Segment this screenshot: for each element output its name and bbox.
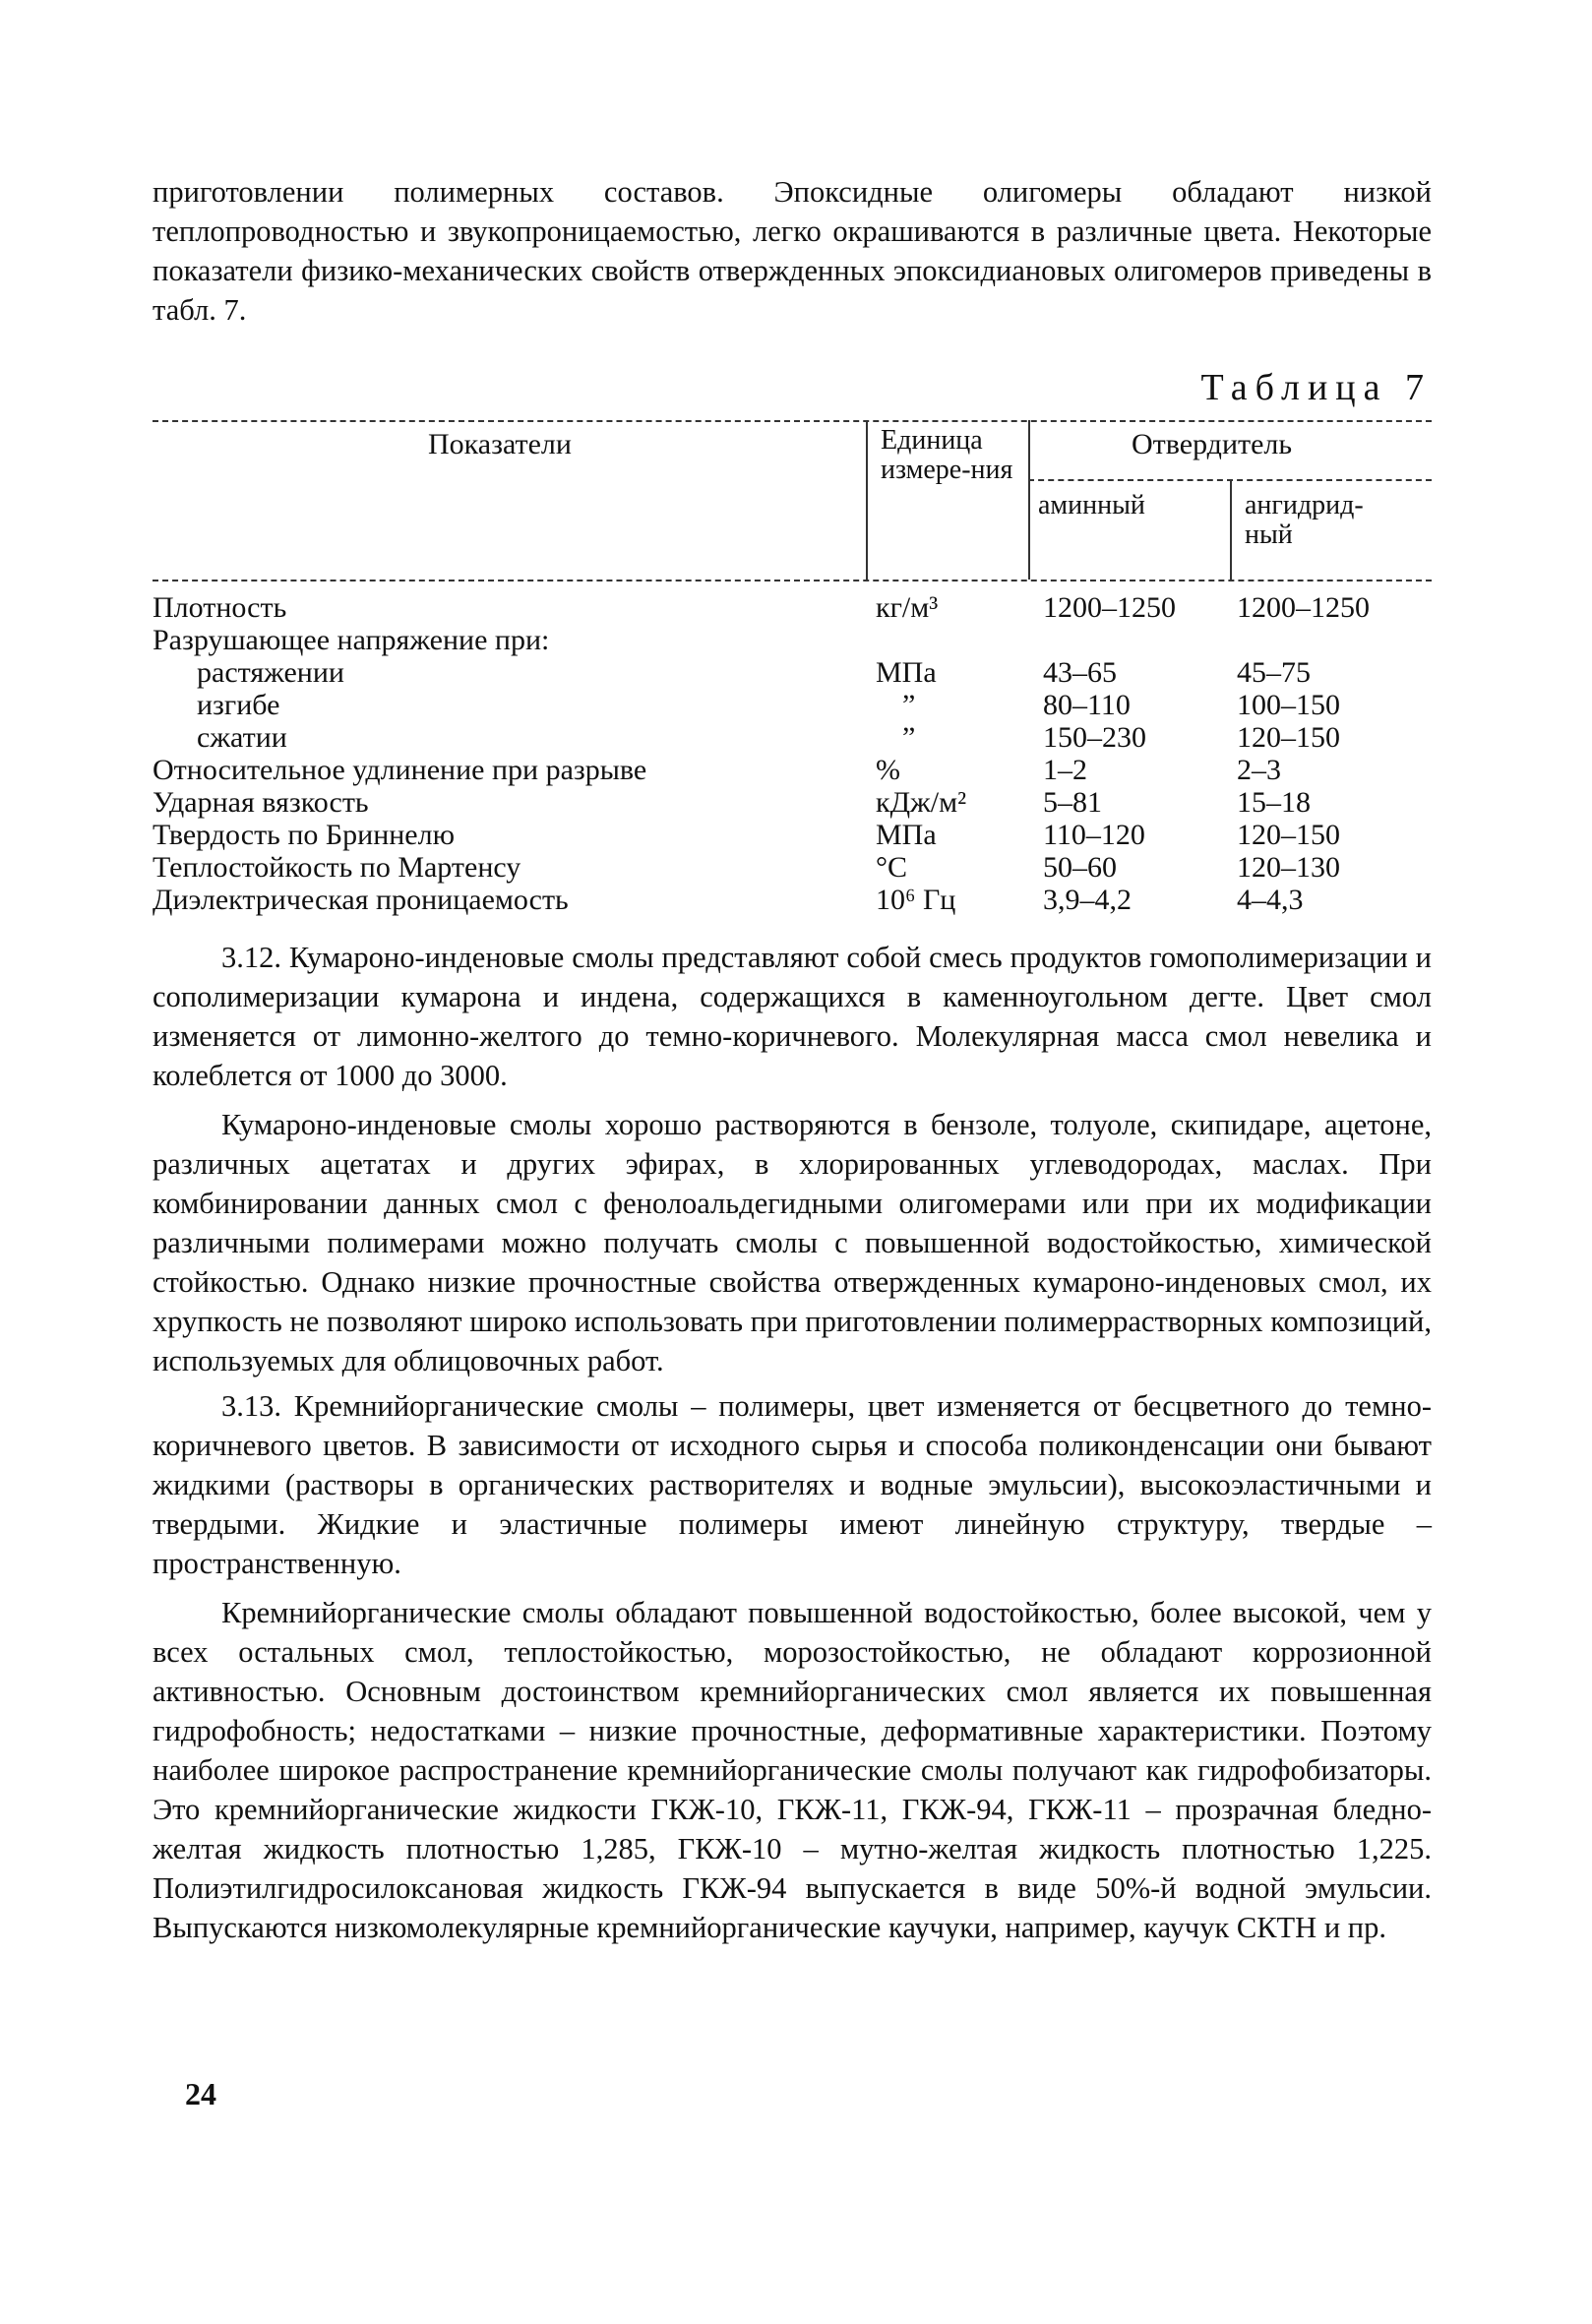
- row-name: растяжении: [197, 656, 344, 689]
- row-anhydride: 1200–1250: [1237, 591, 1370, 624]
- row-anhydride: 100–150: [1237, 689, 1340, 721]
- paragraph-3-13: 3.13. Кремнийорганические смолы – полимеры, цвет изменяется от бесцветного до темно-коричневого цветов. В зависимости от исходного сырья и способа поликонденсации они бывают жидкими (растворы в органических растворителях и водные эмульсии), высокоэластичными и твердыми. Жидкие и эластичные полимеры имеют линейную структуру, твердые – пространственную.: [153, 1389, 1432, 1580]
- paragraph-organosilicon-properties: Кремнийорганические смолы обладают повышенной водостойкостью, более высокой, чем у всех остальных смол, теплостойкостью, морозостойкостью, не обладают коррозионной активностью. Основным достоинством кремнийорганических смол является их повышенная гидрофобность; недостатками – низкие прочностные, деформативные характеристики. Поэтому наиболее широкое распространение кремнийорганические смолы получают как гидрофобизаторы. Это кремнийорганические жидкости ГКЖ-10, ГКЖ-11, ГКЖ-94, ГКЖ-11 – прозрачная бледно-желтая жидкость плотностью 1,285, ГКЖ-10 – мутно-желтая жидкость плотностью 1,225. Полиэтилгидросилоксановая жидкость ГКЖ-94 выпускается в виде 50%-й водной эмульсии. Выпускаются низкомолекулярные кремнийорганические каучуки, например, каучук СКТН и пр.: [153, 1596, 1432, 1944]
- row-amine: 5–81: [1043, 786, 1102, 819]
- header-hardener: Отвердитель: [1132, 428, 1293, 460]
- properties-table: [153, 416, 1432, 938]
- table-row: [153, 786, 1432, 819]
- row-amine: 80–110: [1043, 689, 1131, 721]
- header-indicators: Показатели: [428, 428, 572, 460]
- row-amine: 3,9–4,2: [1043, 884, 1132, 916]
- row-anhydride: 45–75: [1237, 656, 1311, 689]
- row-unit: ”: [902, 689, 916, 721]
- table-row: [153, 851, 1432, 884]
- row-unit: %: [876, 754, 900, 786]
- row-name: Разрушающее напряжение при:: [153, 624, 550, 656]
- row-unit: МПа: [876, 656, 937, 689]
- table-caption: Таблица 7: [1200, 367, 1432, 408]
- header-unit: Единица измере-ния: [881, 425, 1013, 485]
- table-row: [153, 884, 1432, 916]
- table-row: [153, 591, 1432, 624]
- row-unit: °С: [876, 851, 908, 884]
- page-body: [153, 172, 1432, 1947]
- table-body: [153, 591, 1432, 916]
- table-top-rule: [153, 420, 1432, 422]
- row-amine: 150–230: [1043, 721, 1146, 754]
- row-anhydride: 120–150: [1237, 721, 1340, 754]
- table-vrule-2: [1028, 420, 1030, 580]
- row-anhydride: 120–150: [1237, 819, 1340, 851]
- paragraph-coumarone-solubility: Кумароно-инденовые смолы хорошо растворяются в бензоле, толуоле, скипидаре, ацетоне, различных ацетатах и других эфирах, в хлорированных углеводородах, маслах. При комбинировании данных смол с фенолоальдегидными олигомерами или при их модификации различными полимерами можно получать смолы с повышенной водостойкостью, химической стойкостью. Однако низкие прочностные свойства отвержденных кумароно-инденовых смол, их хрупкость не позволяют широко использовать при приготовлении полимеррастворных композиций, используемых для облицовочных работ.: [153, 1108, 1432, 1377]
- row-amine: 110–120: [1043, 819, 1145, 851]
- row-name: Теплостойкость по Мартенсу: [153, 851, 521, 884]
- row-amine: 1200–1250: [1043, 591, 1176, 624]
- row-unit: МПа: [876, 819, 937, 851]
- row-anhydride: 15–18: [1237, 786, 1311, 819]
- header-amine: аминный: [1038, 490, 1145, 520]
- page-number: 24: [185, 2076, 216, 2111]
- table-row: [153, 689, 1432, 721]
- row-amine: 50–60: [1043, 851, 1117, 884]
- row-anhydride: 4–4,3: [1237, 884, 1304, 916]
- row-name: Относительное удлинение при разрыве: [153, 754, 647, 786]
- row-amine: 43–65: [1043, 656, 1117, 689]
- table-vrule-1: [866, 420, 868, 580]
- row-unit: 10⁶ Гц: [876, 884, 956, 916]
- table-row: [153, 624, 1432, 656]
- row-anhydride: 2–3: [1237, 754, 1281, 786]
- row-unit: кДж/м²: [876, 786, 967, 819]
- table-row: [153, 754, 1432, 786]
- row-amine: 1–2: [1043, 754, 1087, 786]
- row-unit: ”: [902, 721, 916, 754]
- row-name: изгибе: [197, 689, 280, 721]
- intro-paragraph: приготовлении полимерных составов. Эпоксидные олигомеры обладают низкой теплопроводностью и звукопроницаемостью, легко окрашиваются в различные цвета. Некоторые показатели физико-механических свойств отвержденных эпоксидиановых олигомеров приведены в табл. 7.: [153, 175, 1432, 327]
- paragraph-3-12: 3.12. Кумароно-инденовые смолы представляют собой смесь продуктов гомополимеризации и сополимеризации кумарона и индена, содержащихся в каменноугольном дегте. Цвет смол изменяется от лимонно-желтого до темно-коричневого. Молекулярная масса смол невелика и колеблется от 1000 до 3000.: [153, 941, 1432, 1092]
- table-row: [153, 656, 1432, 689]
- table-row: [153, 819, 1432, 851]
- row-name: Плотность: [153, 591, 287, 624]
- table-vrule-3: [1230, 479, 1232, 580]
- header-anhydride: ангидрид-ный: [1245, 490, 1364, 550]
- row-name: Диэлектрическая проницаемость: [153, 884, 569, 916]
- row-name: сжатии: [197, 721, 287, 754]
- row-unit: кг/м³: [876, 591, 939, 624]
- table-row: [153, 721, 1432, 754]
- row-name: Ударная вязкость: [153, 786, 369, 819]
- table-header-bottom-rule: [153, 580, 1432, 581]
- row-name: Твердость по Бриннелю: [153, 819, 456, 851]
- row-anhydride: 120–130: [1237, 851, 1340, 884]
